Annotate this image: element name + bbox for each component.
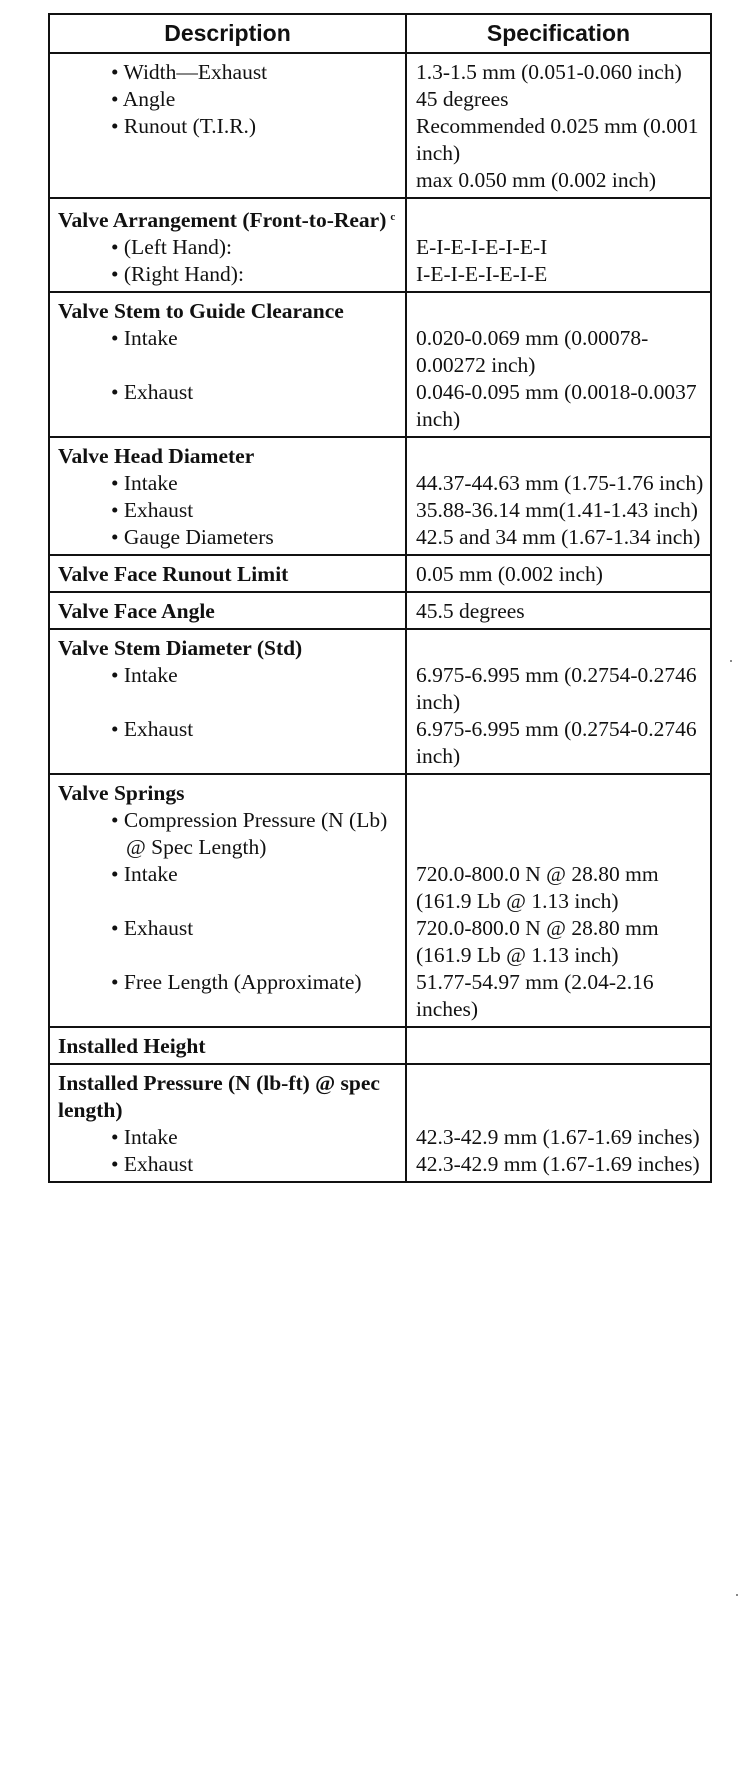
row-specification [406, 113, 711, 198]
row-specification: 35.88-36.14 mm(1.41-1.43 inch) [406, 497, 711, 524]
row-specification: 51.77-54.97 mm (2.04-2.16 inches) [406, 969, 711, 1027]
header-specification: Specification [406, 14, 711, 53]
row-specification: 42.5 and 34 mm (1.67-1.34 inch) [406, 524, 711, 555]
table-row [49, 807, 711, 861]
group-heading: Valve Stem Diameter (Std) [49, 629, 406, 662]
group-heading-row [49, 629, 711, 662]
row-specification: 0.046-0.095 mm (0.0018-0.0037 inch) [406, 379, 711, 437]
spec-group [49, 198, 711, 292]
group-heading-spec [406, 292, 711, 325]
spec-group [49, 292, 711, 437]
table-row [49, 716, 711, 774]
group-heading-row [49, 292, 711, 325]
row-specification: 720.0-800.0 N @ 28.80 mm (161.9 Lb @ 1.13 inch) [406, 915, 711, 969]
row-description: • Free Length (Approximate) [49, 969, 406, 1027]
group-heading: Valve Face Runout Limit [49, 555, 406, 592]
table-row [49, 1151, 711, 1182]
spec-line: max 0.050 mm (0.002 inch) [416, 168, 657, 192]
table-row [49, 379, 711, 437]
row-specification: 720.0-800.0 N @ 28.80 mm (161.9 Lb @ 1.13 inch) [406, 861, 711, 915]
spec-group [49, 774, 711, 1027]
row-specification: 1.3-1.5 mm (0.051-0.060 inch) [406, 53, 711, 86]
group-heading-row [49, 592, 711, 629]
row-specification: 45 degrees [406, 86, 711, 113]
row-description: • Intake [49, 861, 406, 915]
group-heading-row [49, 555, 711, 592]
header-row [49, 14, 711, 53]
group-heading: Installed Pressure (N (lb-ft) @ spec length) [49, 1064, 406, 1124]
row-specification: 0.020-0.069 mm (0.00078-0.00272 inch) [406, 325, 711, 379]
row-description: • Intake [49, 470, 406, 497]
spec-group [49, 1064, 711, 1182]
scan-speck [736, 1594, 738, 1596]
row-description: • Intake [49, 325, 406, 379]
row-description: • Exhaust [49, 497, 406, 524]
spec-line: Recommended 0.025 mm (0.001 inch) [416, 114, 699, 165]
group-heading-spec [406, 198, 711, 234]
table-row [49, 86, 711, 113]
row-description: • Width—Exhaust [49, 53, 406, 86]
group-heading: Valve Stem to Guide Clearance [49, 292, 406, 325]
table-row [49, 470, 711, 497]
row-specification [406, 807, 711, 861]
footnote-marker: c [390, 211, 396, 223]
table-row [49, 113, 711, 198]
spec-group [49, 629, 711, 774]
group-heading-spec [406, 629, 711, 662]
table-row [49, 524, 711, 555]
group-heading-spec [406, 774, 711, 807]
row-specification: E-I-E-I-E-I-E-I [406, 234, 711, 261]
table-row [49, 261, 711, 292]
group-heading-row [49, 437, 711, 470]
row-specification: I-E-I-E-I-E-I-E [406, 261, 711, 292]
row-description: • Exhaust [49, 716, 406, 774]
group-heading: Valve Arrangement (Front-to-Rear) $^c$ [49, 198, 406, 234]
spec-group [49, 53, 711, 198]
header-description: Description [49, 14, 406, 53]
row-specification: 42.3-42.9 mm (1.67-1.69 inches) [406, 1124, 711, 1151]
table-row [49, 662, 711, 716]
table-row [49, 915, 711, 969]
table-row [49, 497, 711, 524]
group-heading-row [49, 198, 711, 234]
spec-table [48, 13, 712, 1183]
group-heading: Valve Springs [49, 774, 406, 807]
row-description: • (Left Hand): [49, 234, 406, 261]
table-row [49, 861, 711, 915]
table-row [49, 234, 711, 261]
row-description: • (Right Hand): [49, 261, 406, 292]
group-heading-spec [406, 437, 711, 470]
group-heading-row [49, 1027, 711, 1064]
row-description: • Exhaust [49, 915, 406, 969]
row-specification: 6.975-6.995 mm (0.2754-0.2746 inch) [406, 662, 711, 716]
table-row [49, 53, 711, 86]
table-row [49, 1124, 711, 1151]
row-description: • Intake [49, 662, 406, 716]
group-heading: Valve Head Diameter [49, 437, 406, 470]
group-heading-spec: 45.5 degrees [406, 592, 711, 629]
row-description: • Exhaust [49, 379, 406, 437]
spec-group [49, 437, 711, 555]
row-specification: 42.3-42.9 mm (1.67-1.69 inches) [406, 1151, 711, 1182]
scan-speck [730, 660, 732, 662]
group-heading-row [49, 774, 711, 807]
group-heading-spec [406, 1027, 711, 1064]
row-description: • Intake [49, 1124, 406, 1151]
table-row [49, 325, 711, 379]
group-heading-row [49, 1064, 711, 1124]
spec-group [49, 555, 711, 592]
group-heading: Installed Height [49, 1027, 406, 1064]
row-description: • Gauge Diameters [49, 524, 406, 555]
row-description: • Runout (T.I.R.) [49, 113, 406, 198]
row-description: • Angle [49, 86, 406, 113]
group-heading-spec: 0.05 mm (0.002 inch) [406, 555, 711, 592]
row-description: • Compression Pressure (N (Lb) @ Spec Length) [49, 807, 406, 861]
group-heading: Valve Face Angle [49, 592, 406, 629]
spec-group [49, 592, 711, 629]
spec-group [49, 1027, 711, 1064]
table-row [49, 969, 711, 1027]
row-specification: 6.975-6.995 mm (0.2754-0.2746 inch) [406, 716, 711, 774]
row-specification: 44.37-44.63 mm (1.75-1.76 inch) [406, 470, 711, 497]
group-heading-spec [406, 1064, 711, 1124]
row-description: • Exhaust [49, 1151, 406, 1182]
